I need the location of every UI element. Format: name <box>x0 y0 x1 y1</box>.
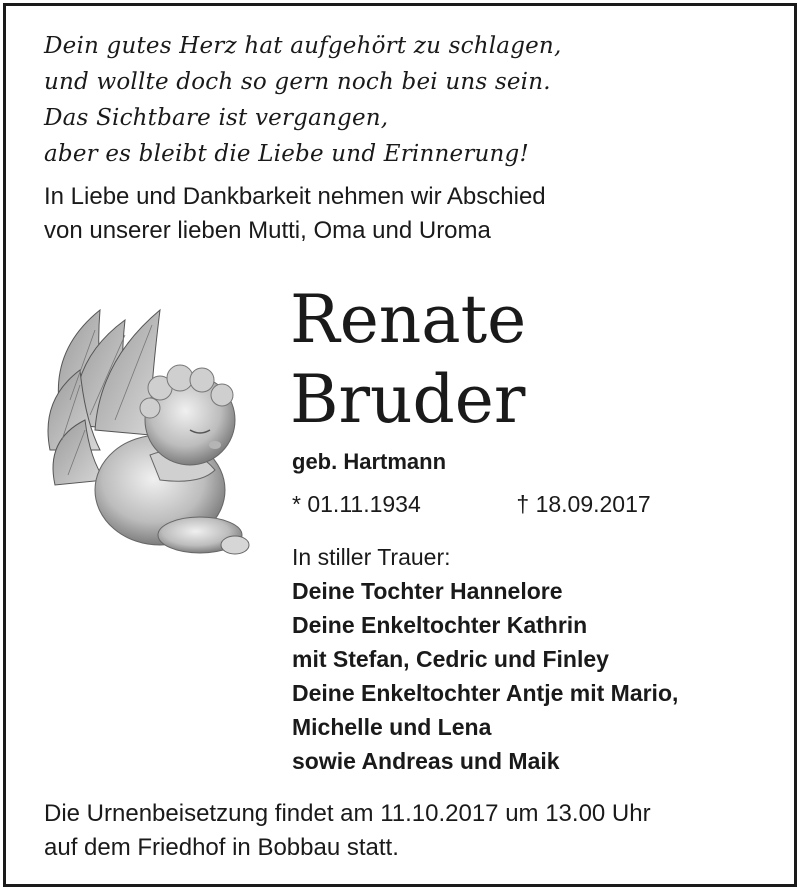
birth-name: geb. Hartmann <box>292 449 447 474</box>
mourner-line: Deine Enkeltochter Kathrin <box>292 612 588 638</box>
life-dates <box>292 490 651 518</box>
poem-line: Das Sichtbare ist vergangen, <box>44 105 389 131</box>
death-date: † 18.09.2017 <box>516 491 651 517</box>
deceased-name <box>290 280 526 440</box>
intro-text <box>44 180 546 248</box>
angel-figure-icon <box>40 290 250 575</box>
mourner-line: Deine Enkeltochter Antje mit Mario, <box>292 680 679 706</box>
poem-line: aber es bleibt die Liebe und Erinnerung! <box>44 141 529 167</box>
intro-line: In Liebe und Dankbarkeit nehmen wir Abschied <box>44 183 546 210</box>
poem-line: Dein gutes Herz hat aufgehört zu schlagen, <box>44 33 562 59</box>
mourner-line: Deine Tochter Hannelore <box>292 578 563 604</box>
poem <box>44 28 561 172</box>
burial-line: Die Urnenbeisetzung findet am 11.10.2017 um 13.00 Uhr <box>44 800 651 827</box>
last-name: Bruder <box>290 361 526 438</box>
burial-info <box>44 797 651 865</box>
first-name: Renate <box>290 281 527 358</box>
mourner-line: sowie Andreas und Maik <box>292 748 560 774</box>
mourners <box>292 540 678 778</box>
birth-date: * 01.11.1934 <box>292 491 421 517</box>
mourner-line: Michelle und Lena <box>292 714 492 740</box>
mourner-line: mit Stefan, Cedric und Finley <box>292 646 609 672</box>
burial-line: auf dem Friedhof in Bobbau statt. <box>44 834 399 861</box>
mourners-heading: In stiller Trauer: <box>292 544 451 570</box>
intro-line: von unserer lieben Mutti, Oma und Uroma <box>44 217 491 244</box>
poem-line: und wollte doch so gern noch bei uns sein. <box>44 69 551 95</box>
